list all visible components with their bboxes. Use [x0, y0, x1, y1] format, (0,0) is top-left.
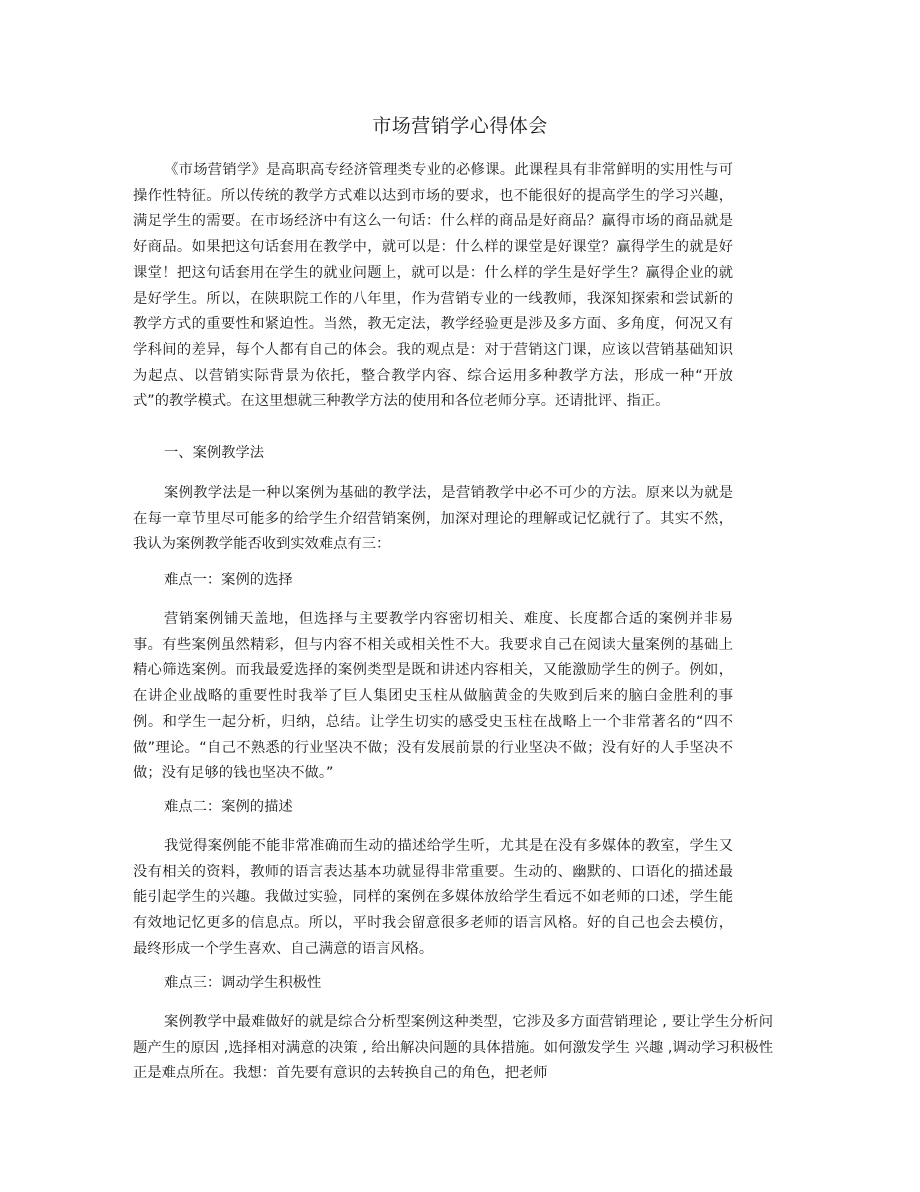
difficulty-two-paragraph: 我觉得案例能不能非常准确而生动的描述给学生听，尤其是在没有多媒体的教室，学生又没有相关的资料，教师的语言表达基本功就显得非常重要。生动的、幽默的、口语化的描述最能引起学生的兴趣。我做过实验，同样的案例在多媒体放给学生看远不如老师的口述，学生能有效地记忆更多的信息点。所以，平时我会留意很多老师的语言风格。好的自己也会去模仿，最终形成一个学生喜欢、自己满意的语言风格。 [133, 838, 733, 957]
difficulty-three-paragraph: 案例教学中最难做好的就是综合分析型案例这种类型，它涉及多方面营销理论 , 要让学生分析问题产生的原因 ,选择相对满意的决策 , 给出解决问题的具体措施。如何激发学生 兴趣 ,调动学习积极性正是难点所在。我想：首先要有意识的去转换自己的角色，把老师 [133, 1014, 773, 1082]
difficulty-three-heading: 难点三：调动学生积极性 [164, 975, 322, 991]
difficulty-two-heading: 难点二：案例的描述 [164, 799, 293, 815]
document-title: 市场营销学心得体会 [372, 115, 548, 137]
intro-paragraph: 《市场营销学》是高职高专经济管理类专业的必修课。此课程具有非常鲜明的实用性与可操作性特征。所以传统的教学方式难以达到市场的要求，也不能很好的提高学生的学习兴趣，满足学生的需要。在市场经济中有这么一句话：什么样的商品是好商品？赢得市场的商品就是好商品。如果把这句话套用在教学中，就可以是：什么样的课堂是好课堂？赢得学生的就是好课堂！把这句话套用在学生的就业问题上，就可以是：什么样的学生是好学生？赢得企业的就是好学生。所以，在陕职院工作的八年里，作为营销专业的一线教师，我深知探索和尝试新的教学方式的重要性和紧迫性。当然，教无定法，教学经验更是涉及多方面、多角度，何况又有学科间的差异，每个人都有自己的体会。我的观点是：对于营销这门课，应该以营销基础知识为起点、以营销实际背景为依托，整合教学内容、综合运用多种教学方法，形成一种“开放式”的教学模式。在这里想就三种教学方法的使用和各位老师分享。还请批评、指正。 [133, 162, 733, 410]
case-method-paragraph: 案例教学法是一种以案例为基础的教学法，是营销教学中必不可少的方法。原来以为就是在每一章节里尽可能多的给学生介绍营销案例，加深对理论的理解或记忆就行了。其实不然，我认为案例教学能否收到实效难点有三： [133, 485, 733, 553]
section-heading-case-method: 一、案例教学法 [164, 445, 265, 461]
difficulty-one-heading: 难点一：案例的选择 [164, 572, 293, 588]
difficulty-one-paragraph: 营销案例铺天盖地，但选择与主要教学内容密切相关、难度、长度都合适的案例并非易事。有些案例虽然精彩，但与内容不相关或相关性不大。我要求自己在阅读大量案例的基础上精心筛选案例。而我最爱选择的案例类型是既和讲述内容相关，又能激励学生的例子。例如，在讲企业战略的重要性时我举了巨人集团史玉柱从做脑黄金的失败到后来的脑白金胜利的事例。和学生一起分析，归纳，总结。让学生切实的感受史玉柱在战略上一个非常著名的“四不做”理论。“自己不熟悉的行业坚决不做；没有发展前景的行业坚决不做；没有好的人手坚决不做；没有足够的钱也坚决不做。” [133, 611, 733, 782]
